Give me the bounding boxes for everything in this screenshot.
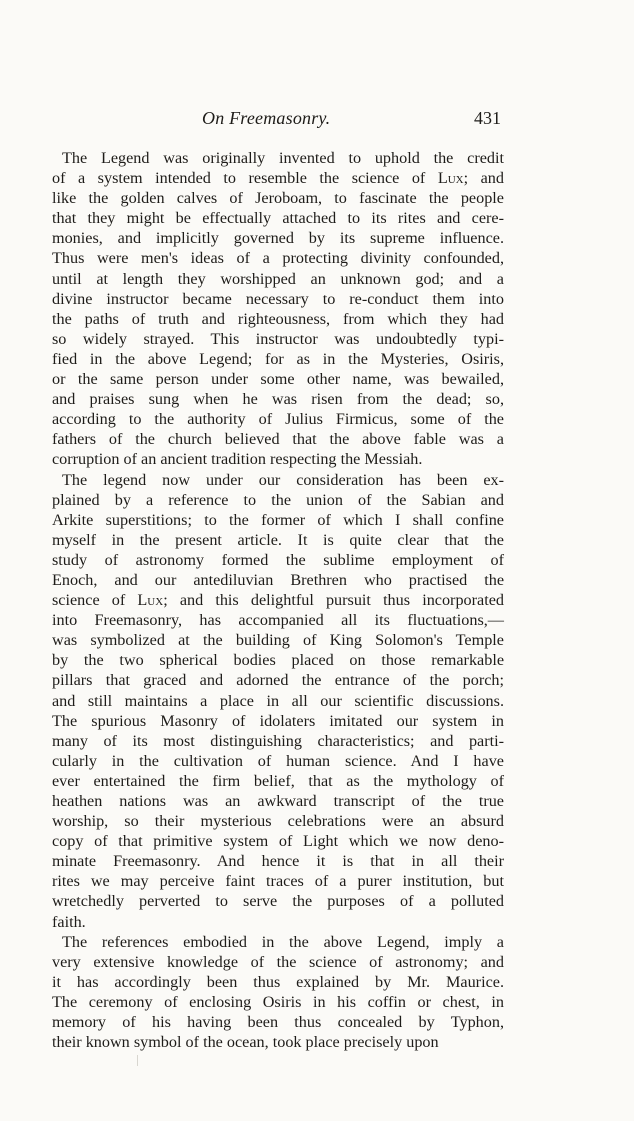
text-line: until at length they worshipped an unknown god; and a — [52, 269, 504, 288]
text-line: very extensive knowledge of the science of astronomy; and — [52, 952, 504, 971]
text-line: so widely strayed. This instructor was undoubtedly typi- — [52, 329, 504, 348]
text-line: The Legend was originally invented to uphold the credit — [62, 149, 504, 167]
text-line: like the golden calves of Jeroboam, to fascinate the people — [52, 189, 504, 208]
text-line: The ceremony of enclosing Osiris in his coffin or chest, in — [52, 992, 504, 1011]
text-line: cularly in the cultivation of human science. And I have — [52, 751, 504, 770]
paragraph — [52, 932, 504, 1053]
text-line: by the two spherical bodies placed on those remarkable — [52, 651, 504, 670]
paragraph — [52, 470, 504, 932]
text-line: plained by a reference to the union of the Sabian and — [52, 490, 504, 509]
text-line: Enoch, and our antediluvian Brethren who practised the — [52, 570, 504, 589]
page-number: 431 — [474, 108, 501, 128]
text-line: copy of that primitive system of Light which we now deno- — [52, 832, 504, 851]
page-header — [0, 108, 634, 132]
text-line: that they might be effectually attached to its rites and cere- — [52, 209, 504, 228]
text-line: corruption of an ancient tradition respecting the Messiah. — [52, 450, 423, 469]
text-line: memory of his having been thus concealed by Typhon, — [52, 1013, 504, 1032]
text-line: the paths of truth and righteousness, from which they had — [52, 309, 504, 328]
text-line: according to the authority of Julius Firmicus, some of the — [52, 410, 504, 429]
text-line: of a system intended to resemble the science of Lux; and — [52, 169, 504, 188]
text-line: rites we may perceive faint traces of a purer institution, but — [52, 872, 504, 891]
text-line: many of its most distinguishing characteristics; and parti- — [52, 731, 504, 750]
paragraph — [52, 148, 504, 470]
text-line: monies, and implicitly governed by its supreme influence. — [52, 229, 504, 248]
paper-mark — [137, 1055, 138, 1066]
text-line: it has accordingly been thus explained by Mr. Maurice. — [52, 972, 504, 991]
text-line: minate Freemasonry. And hence it is that in all their — [52, 852, 504, 871]
text-line: myself in the present article. It is quite clear that the — [52, 530, 504, 549]
text-line: was symbolized at the building of King Solomon's Temple — [52, 631, 504, 650]
text-line: science of Lux; and this delightful pursuit thus incorporated — [52, 591, 504, 610]
text-line: and still maintains a place in all our scientific discussions. — [52, 691, 504, 710]
text-line: their known symbol of the ocean, took place precisely upon — [52, 1033, 439, 1052]
text-line: Arkite superstitions; to the former of which I shall confine — [52, 510, 504, 529]
text-line: or the same person under some other name, was bewailed, — [52, 370, 504, 389]
text-line: and praises sung when he was risen from the dead; so, — [52, 390, 504, 409]
text-line: ever entertained the firm belief, that as the mythology of — [52, 771, 504, 790]
text-line: fied in the above Legend; for as in the Mysteries, Osiris, — [52, 349, 504, 368]
body-text — [52, 148, 504, 1052]
text-line: Thus were men's ideas of a protecting divinity confounded, — [52, 249, 504, 268]
text-line: study of astronomy formed the sublime employment of — [52, 550, 504, 569]
text-line: heathen nations was an awkward transcript of the true — [52, 792, 504, 810]
text-line: fathers of the church believed that the above fable was a — [52, 430, 504, 449]
text-line: divine instructor became necessary to re-conduct them into — [52, 289, 504, 308]
text-line: wretchedly perverted to serve the purposes of a polluted — [52, 892, 504, 911]
text-line: faith. — [52, 912, 86, 931]
text-line: pillars that graced and adorned the entrance of the porch; — [52, 671, 504, 690]
text-line: worship, so their mysterious celebrations were an absurd — [52, 812, 504, 831]
text-line: The spurious Masonry of idolaters imitated our system in — [52, 711, 504, 730]
running-title: On Freemasonry. — [202, 108, 331, 128]
text-line: The legend now under our consideration has been ex- — [62, 470, 504, 489]
text-line: into Freemasonry, has accompanied all its fluctuations,— — [52, 611, 504, 630]
text-line: The references embodied in the above Legend, imply a — [62, 932, 504, 951]
